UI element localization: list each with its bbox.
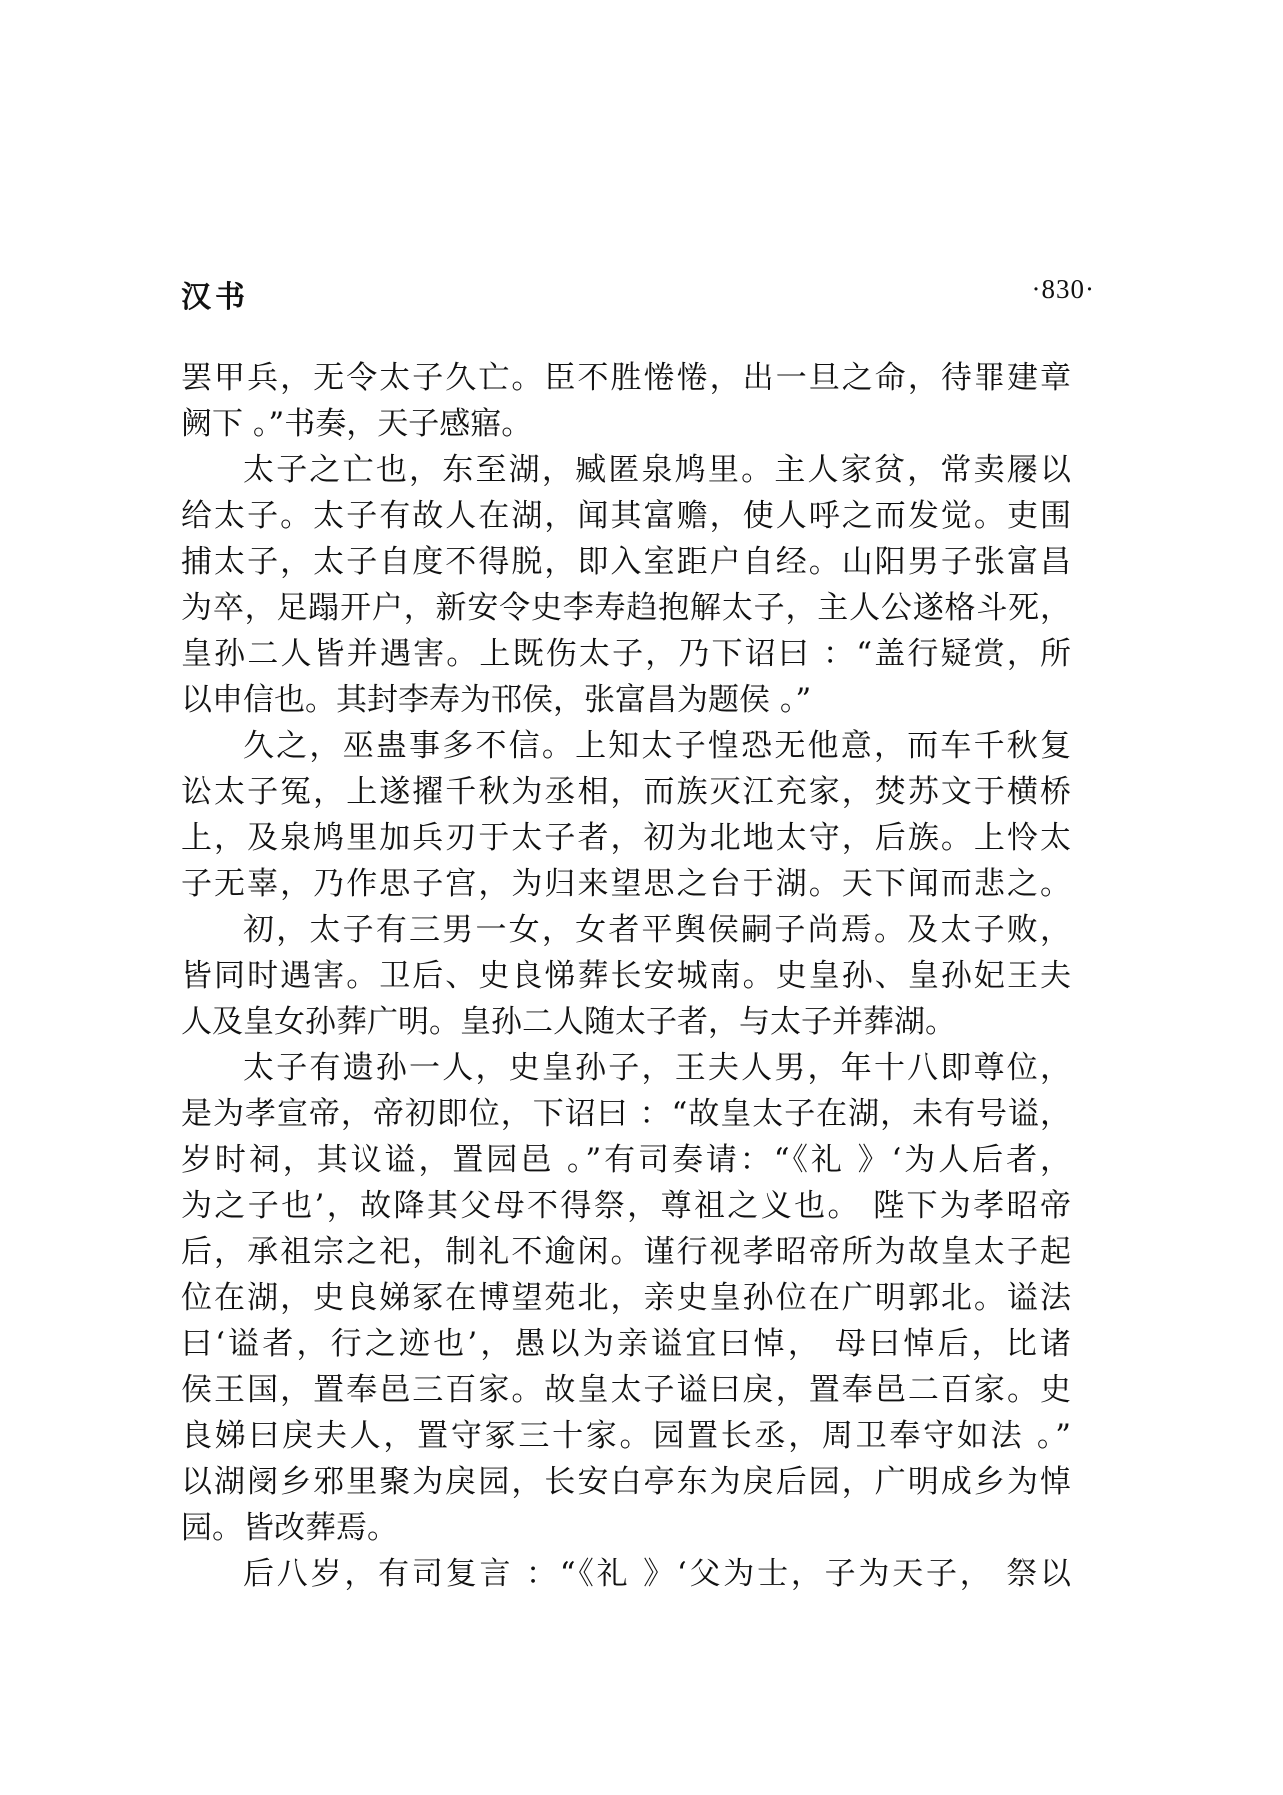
text-line: 捕太子，太子自度不得脱，即入室距户自经。山阳男子张富昌 — [181, 544, 1071, 580]
text-line: 子无辜，乃作思子宫，为归来望思之台于湖。天下闻而悲之。 — [181, 866, 1071, 902]
page-header — [181, 272, 1095, 315]
text-line: 以申信也。其封李寿为邗侯，张富昌为题侯 。” — [181, 682, 812, 718]
text-line: 上，及泉鸠里加兵刃于太子者，初为北地太守，后族。上怜太 — [181, 820, 1071, 856]
page-number: ·830· — [1031, 274, 1095, 304]
text-line: 皆同时遇害。卫后、史良悌葬长安城南。史皇孙、皇孙妃王夫 — [181, 958, 1071, 994]
text-line: 良娣曰戾夫人，置守冢三十家。园置长丞，周卫奉守如法 。” — [181, 1418, 1071, 1454]
text-line: 岁时祠，其议谥，置园邑 。”有司奏请：“《礼 》‘为人后者， — [181, 1142, 1071, 1178]
text-line: 人及皇女孙葬广明。皇孙二人随太子者，与太子并葬湖。 — [181, 1004, 956, 1040]
text-line: 阙下 。”书奏，天子感寤。 — [181, 406, 533, 442]
text-line: 是为孝宣帝，帝初即位，下诏曰 ：“故皇太子在湖，未有号谥， — [181, 1096, 1071, 1132]
text-line: 为卒，足蹋开户，新安令史李寿趋抱解太子，主人公遂格斗死， — [181, 590, 1071, 626]
book-title: 汉书 — [181, 280, 249, 315]
text-line: 初，太子有三男一女，女者平舆侯嗣子尚焉。及太子败， — [243, 912, 1071, 948]
text-line: 为之子也’，故降其父母不得祭，尊祖之义也。 陛下为孝昭帝 — [181, 1188, 1071, 1224]
text-line: 给太子。太子有故人在湖，闻其富赡，使人呼之而发觉。吏围 — [181, 498, 1071, 534]
text-line: 曰‘谥者，行之迹也’，愚以为亲谥宜曰悼， 母曰悼后，比诸 — [181, 1326, 1071, 1362]
text-line: 以湖阌乡邪里聚为戾园，长安白亭东为戾后园，广明成乡为悼 — [181, 1464, 1071, 1500]
text-line: 园。皆改葬焉。 — [181, 1510, 398, 1546]
text-line: 罢甲兵，无令太子久亡。臣不胜惓惓，出一旦之命，待罪建章 — [181, 360, 1071, 396]
text-line: 后八岁，有司复言 ：“《礼 》‘父为士，子为天子， 祭以 — [243, 1556, 1071, 1592]
text-line: 位在湖，史良娣冢在博望苑北，亲史皇孙位在广明郭北。谥法 — [181, 1280, 1071, 1316]
text-line: 侯王国，置奉邑三百家。故皇太子谥曰戾，置奉邑二百家。史 — [181, 1372, 1071, 1408]
text-line: 太子有遗孙一人，史皇孙子，王夫人男，年十八即尊位， — [243, 1050, 1071, 1086]
text-line: 后，承祖宗之祀，制礼不逾闲。谨行视孝昭帝所为故皇太子起 — [181, 1234, 1071, 1270]
text-line: 太子之亡也，东至湖，臧匿泉鸠里。主人家贫，常卖屦以 — [243, 452, 1071, 488]
text-line: 讼太子冤，上遂擢千秋为丞相，而族灭江充家，焚苏文于横桥 — [181, 774, 1071, 810]
body-text — [181, 355, 1071, 1597]
text-line: 久之，巫蛊事多不信。上知太子惶恐无他意，而车千秋复 — [243, 728, 1071, 764]
text-line: 皇孙二人皆并遇害。上既伤太子，乃下诏曰 ：“盖行疑赏，所 — [181, 636, 1071, 672]
